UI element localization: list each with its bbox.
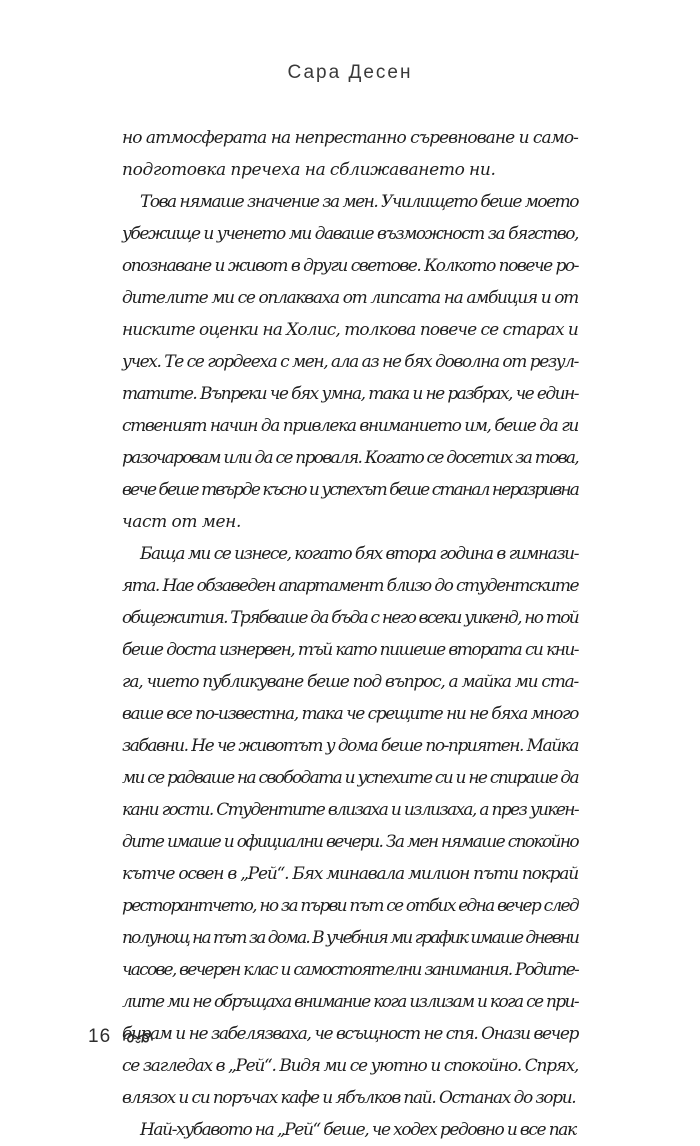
text-line: част от мен. [122,512,242,532]
text-line: убежище и ученето ми даваше възможност за бягство, [122,224,578,244]
text-line: ресторантчето, но за първи път се отбих една вечер след [122,896,578,916]
text-line: но атмосферата на непрестанно съревноване и само- [122,128,578,148]
text-line: лите ми не обръщаха внимание кога излизам и кога се при- [122,992,578,1012]
text-line: вече беше твърде късно и успехът беше станал неразривна [122,480,578,500]
text-line: Най-хубавото на „Рей“ беше, че ходех редовно и все пак [140,1120,576,1140]
text-line: ята. Нае обзаведен апартамент близо до студентските [122,576,578,596]
text-line: беше доста изнервен, тъй като пишеше втората си кни- [122,640,578,660]
text-line: часове, вечерен клас и самостоятелни занимания. Родите- [122,960,578,980]
text-line: татите. Въпреки че бях умна, така и не разбрах, че един- [122,384,578,404]
text-line: Баща ми се изнесе, когато бях втора година в гимнази- [140,544,578,564]
text-line: влязох и си поръчах кафе и ябълков пай. Останах до зори. [122,1088,576,1108]
text-line: полунощ на път за дома. В учебния ми график имаше дневни [122,928,578,948]
text-line: бирам и не забелязваха, че всъщност не спя. Онази вечер [122,1024,578,1044]
text-line: се загледах в „Рей“. Видя ми се уютно и спокойно. Спрях, [122,1056,578,1076]
text-line: ми се радваше на свободата и успехите си и не спираше да [122,768,578,788]
text-line: ственият начин да привлека вниманието им, беше да ги [122,416,578,436]
text-line: Това нямаше значение за мен. Училището беше моето [140,192,578,212]
text-line: подготовка пречеха на сближаването ни. [122,160,496,180]
text-line: опознаване и живот в други светове. Колкото повече ро- [122,256,578,276]
running-head: Сара Десен [287,62,413,83]
text-line: учех. Те се гордееха с мен, ала аз не бях доволна от резул- [122,352,578,372]
page-number: 16 [88,1026,112,1047]
body-text [122,122,578,1146]
text-line: общежития. Трябваше да бъда с него всеки уикенд, но той [122,608,578,628]
text-line: кътче освен в „Рей“. Бях минавала милион пъти покрай [122,864,578,884]
page-folio [88,1024,155,1050]
text-line: дите имаше и официални вечери. За мен нямаше спокойно [122,832,578,852]
text-line: ваше все по-известна, така че срещите ни не бяха много [122,704,578,724]
text-line: кани гости. Студентите влизаха и излизаха, а през уикен- [122,800,578,820]
text-line: разочаровам или да се проваля. Когато се досетих за това, [122,448,578,468]
text-line: забавни. Не че животът у дома беше по-приятен. Майка [122,736,578,756]
text-line: ниските оценки на Холис, толкова повече се старах и [122,320,578,340]
text-line: га, чието публикуване беше под въпрос, а майка ми ста- [122,672,578,692]
text-line: дителите ми се оплакваха от липсата на амбиция и от [122,288,578,308]
swirl-ornament-icon [121,1028,155,1046]
